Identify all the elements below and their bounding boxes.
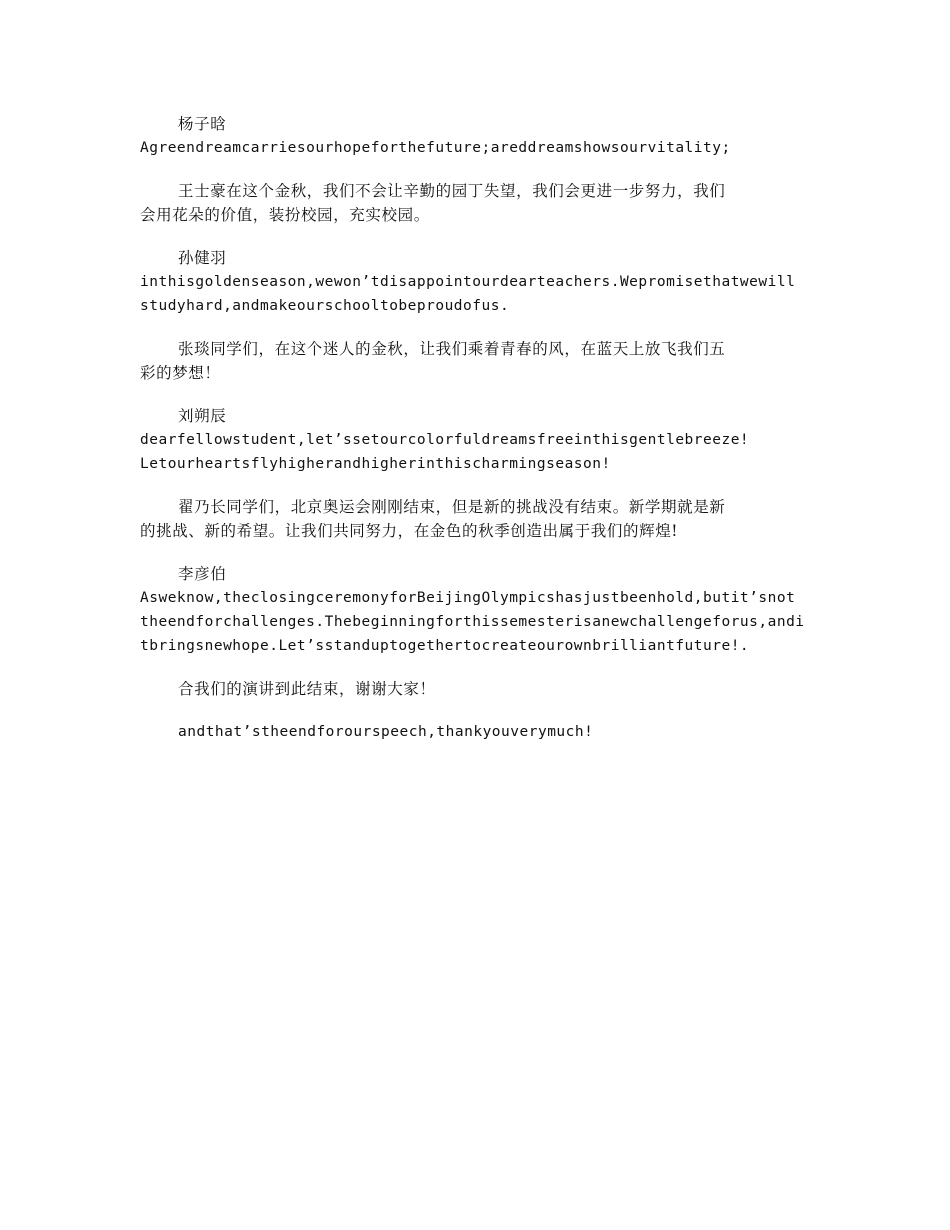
text-line: 孙健羽: [178, 249, 227, 267]
paragraph: [140, 495, 812, 543]
paragraph: [140, 112, 812, 160]
text-line: inthisgoldenseason,wewon’tdisappointourdearteachers.Wepromisethatwewill: [140, 274, 796, 290]
paragraph: [140, 179, 812, 227]
text-line: 刘朔辰: [178, 407, 227, 425]
text-line: 会用花朵的价值，装扮校园，充实校园。: [140, 206, 430, 224]
text-line: Asweknow,theclosingceremonyforBeijingOlympicshasjustbeenhold,butit’snot: [140, 590, 796, 606]
text-line: studyhard,andmakeourschooltobeproudofus.: [140, 298, 510, 314]
paragraph: [140, 562, 812, 658]
text-line: Agreendreamcarriesourhopeforthefuture;areddreamshowsourvitality;: [140, 140, 731, 156]
text-line: Letourheartsflyhigherandhigherinthischarmingseason!: [140, 456, 611, 472]
paragraph: [140, 720, 812, 744]
text-line: 彩的梦想！: [140, 364, 221, 382]
paragraph: [140, 404, 812, 476]
text-line: 翟乃长同学们，北京奥运会刚刚结束，但是新的挑战没有结束。新学期就是新: [178, 498, 726, 516]
text-line: 李彦伯: [178, 565, 227, 583]
paragraph: [140, 677, 812, 701]
text-line: 王士豪在这个金秋，我们不会让辛勤的园丁失望，我们会更进一步努力，我们: [178, 182, 726, 200]
document-page: [140, 112, 812, 763]
text-line: 合我们的演讲到此结束，谢谢大家！: [178, 680, 436, 698]
text-line: tbringsnewhope.Let’sstanduptogethertocreateourownbrilliantfuture!.: [140, 638, 750, 654]
text-line: 张琰同学们，在这个迷人的金秋，让我们乘着青春的风，在蓝天上放飞我们五: [178, 340, 726, 358]
paragraph: [140, 246, 812, 318]
text-line: theendforchallenges.Thebeginningforthissemesterisanewchallengeforus,andi: [140, 614, 805, 630]
text-line: 杨子晗: [178, 115, 227, 133]
text-line: 的挑战、新的希望。让我们共同努力，在金色的秋季创造出属于我们的辉煌!: [140, 522, 679, 540]
text-line: andthat’stheendforourspeech,thankyouverymuch!: [178, 724, 594, 740]
text-line: dearfellowstudent,let’ssetourcolorfuldreamsfreeinthisgentlebreeze!: [140, 432, 750, 448]
paragraph: [140, 337, 812, 385]
